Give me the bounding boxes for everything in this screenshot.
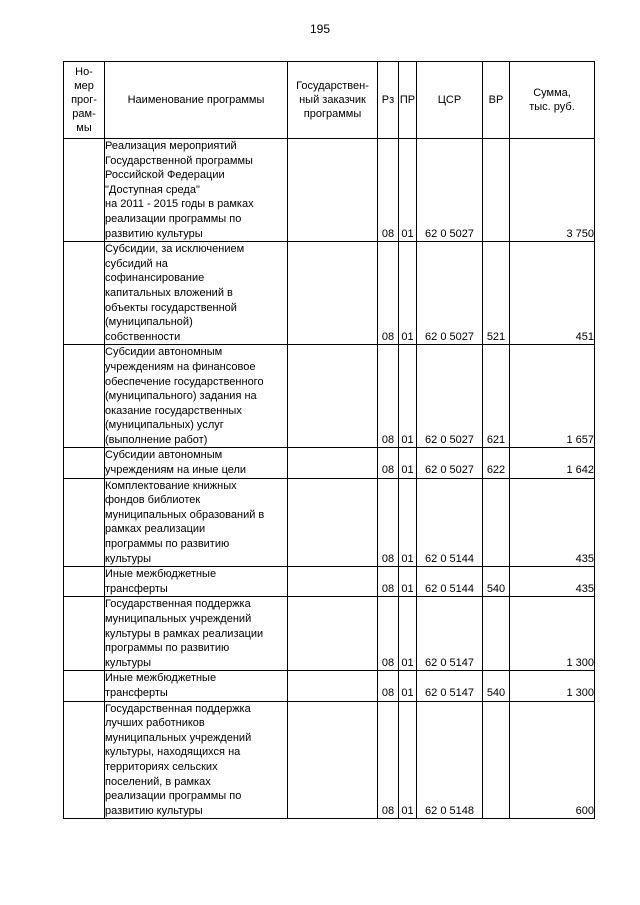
csr-cell: 62 0 5027 — [417, 345, 483, 448]
vr-cell: 621 — [483, 345, 510, 448]
vr-cell — [483, 478, 510, 567]
pr-cell: 01 — [399, 345, 417, 448]
program-number-cell — [64, 597, 105, 671]
header-program-name: Наименование программы — [105, 62, 288, 139]
state-customer-cell — [288, 139, 378, 242]
rz-cell: 08 — [378, 478, 399, 567]
csr-cell: 62 0 5027 — [417, 242, 483, 345]
program-name-cell: Иные межбюджетные трансферты — [105, 671, 288, 701]
state-customer-cell — [288, 242, 378, 345]
program-number-cell — [64, 701, 105, 819]
program-name-cell: Субсидии автономным учреждениям на иные цели — [105, 448, 288, 478]
state-customer-cell — [288, 345, 378, 448]
pr-cell: 01 — [399, 448, 417, 478]
program-name-cell: Субсидии, за исключением субсидий на софинансирование капитальных вложений в объекты государственной (муниципальной) собственности — [105, 242, 288, 345]
vr-cell — [483, 701, 510, 819]
header-pr: ПР — [399, 62, 417, 139]
page-number: 195 — [309, 22, 331, 36]
header-state-customer: Государствен- ный заказчик программы — [288, 62, 378, 139]
rz-cell: 08 — [378, 567, 399, 597]
sum-cell: 451 — [510, 242, 595, 345]
pr-cell: 01 — [399, 597, 417, 671]
pr-cell: 01 — [399, 139, 417, 242]
program-number-cell — [64, 242, 105, 345]
table-row — [64, 671, 595, 701]
program-name-cell: Субсидии автономным учреждениям на финансовое обеспечение государственного (муниципального) задания на оказание государственных (муниципальных) услуг (выполнение работ) — [105, 345, 288, 448]
state-customer-cell — [288, 597, 378, 671]
rz-cell: 08 — [378, 597, 399, 671]
pr-cell: 01 — [399, 242, 417, 345]
header-vr: ВР — [483, 62, 510, 139]
table-row — [64, 345, 595, 448]
vr-cell — [483, 597, 510, 671]
program-number-cell — [64, 671, 105, 701]
header-csr: ЦСР — [417, 62, 483, 139]
rz-cell: 08 — [378, 139, 399, 242]
csr-cell: 62 0 5144 — [417, 478, 483, 567]
sum-cell: 1 300 — [510, 671, 595, 701]
pr-cell: 01 — [399, 671, 417, 701]
pr-cell: 01 — [399, 478, 417, 567]
csr-cell: 62 0 5148 — [417, 701, 483, 819]
table-row — [64, 701, 595, 819]
vr-cell: 540 — [483, 671, 510, 701]
csr-cell: 62 0 5027 — [417, 139, 483, 242]
program-name-cell: Государственная поддержка муниципальных учреждений культуры в рамках реализации программы по развитию культуры — [105, 597, 288, 671]
table-row — [64, 478, 595, 567]
program-name-cell: Государственная поддержка лучших работников муниципальных учреждений культуры, находящихся на территориях сельских поселений, в рамках реализации программы по развитию культуры — [105, 701, 288, 819]
program-number-cell — [64, 478, 105, 567]
program-number-cell — [64, 567, 105, 597]
state-customer-cell — [288, 448, 378, 478]
program-number-cell — [64, 345, 105, 448]
header-sum: Сумма, тыс. руб. — [510, 62, 595, 139]
table-row — [64, 567, 595, 597]
sum-cell: 1 642 — [510, 448, 595, 478]
state-customer-cell — [288, 567, 378, 597]
sum-cell: 435 — [510, 567, 595, 597]
csr-cell: 62 0 5147 — [417, 671, 483, 701]
vr-cell — [483, 139, 510, 242]
sum-cell: 435 — [510, 478, 595, 567]
csr-cell: 62 0 5147 — [417, 597, 483, 671]
sum-cell: 1 300 — [510, 597, 595, 671]
sum-cell: 3 750 — [510, 139, 595, 242]
rz-cell: 08 — [378, 345, 399, 448]
program-name-cell: Комплектование книжных фондов библиотек муниципальных образований в рамках реализации программы по развитию культуры — [105, 478, 288, 567]
program-name-cell: Реализация мероприятий Государственной программы Российской Федерации "Доступная среда" на 2011 - 2015 годы в рамках реализации программы по развитию культуры — [105, 139, 288, 242]
state-customer-cell — [288, 701, 378, 819]
table-row — [64, 597, 595, 671]
header-program-number: Но- мер прог- рам- мы — [64, 62, 105, 139]
rz-cell: 08 — [378, 242, 399, 345]
budget-table — [63, 61, 595, 819]
program-number-cell — [64, 448, 105, 478]
csr-cell: 62 0 5027 — [417, 448, 483, 478]
sum-cell: 600 — [510, 701, 595, 819]
pr-cell: 01 — [399, 701, 417, 819]
rz-cell: 08 — [378, 701, 399, 819]
table-row — [64, 139, 595, 242]
header-rz: Рз — [378, 62, 399, 139]
table-body — [64, 139, 595, 819]
rz-cell: 08 — [378, 448, 399, 478]
rz-cell: 08 — [378, 671, 399, 701]
vr-cell: 622 — [483, 448, 510, 478]
table-row — [64, 448, 595, 478]
program-name-cell: Иные межбюджетные трансферты — [105, 567, 288, 597]
pr-cell: 01 — [399, 567, 417, 597]
header-row — [64, 62, 595, 139]
program-number-cell — [64, 139, 105, 242]
state-customer-cell — [288, 671, 378, 701]
vr-cell: 521 — [483, 242, 510, 345]
table-row — [64, 242, 595, 345]
state-customer-cell — [288, 478, 378, 567]
sum-cell: 1 657 — [510, 345, 595, 448]
csr-cell: 62 0 5144 — [417, 567, 483, 597]
vr-cell: 540 — [483, 567, 510, 597]
